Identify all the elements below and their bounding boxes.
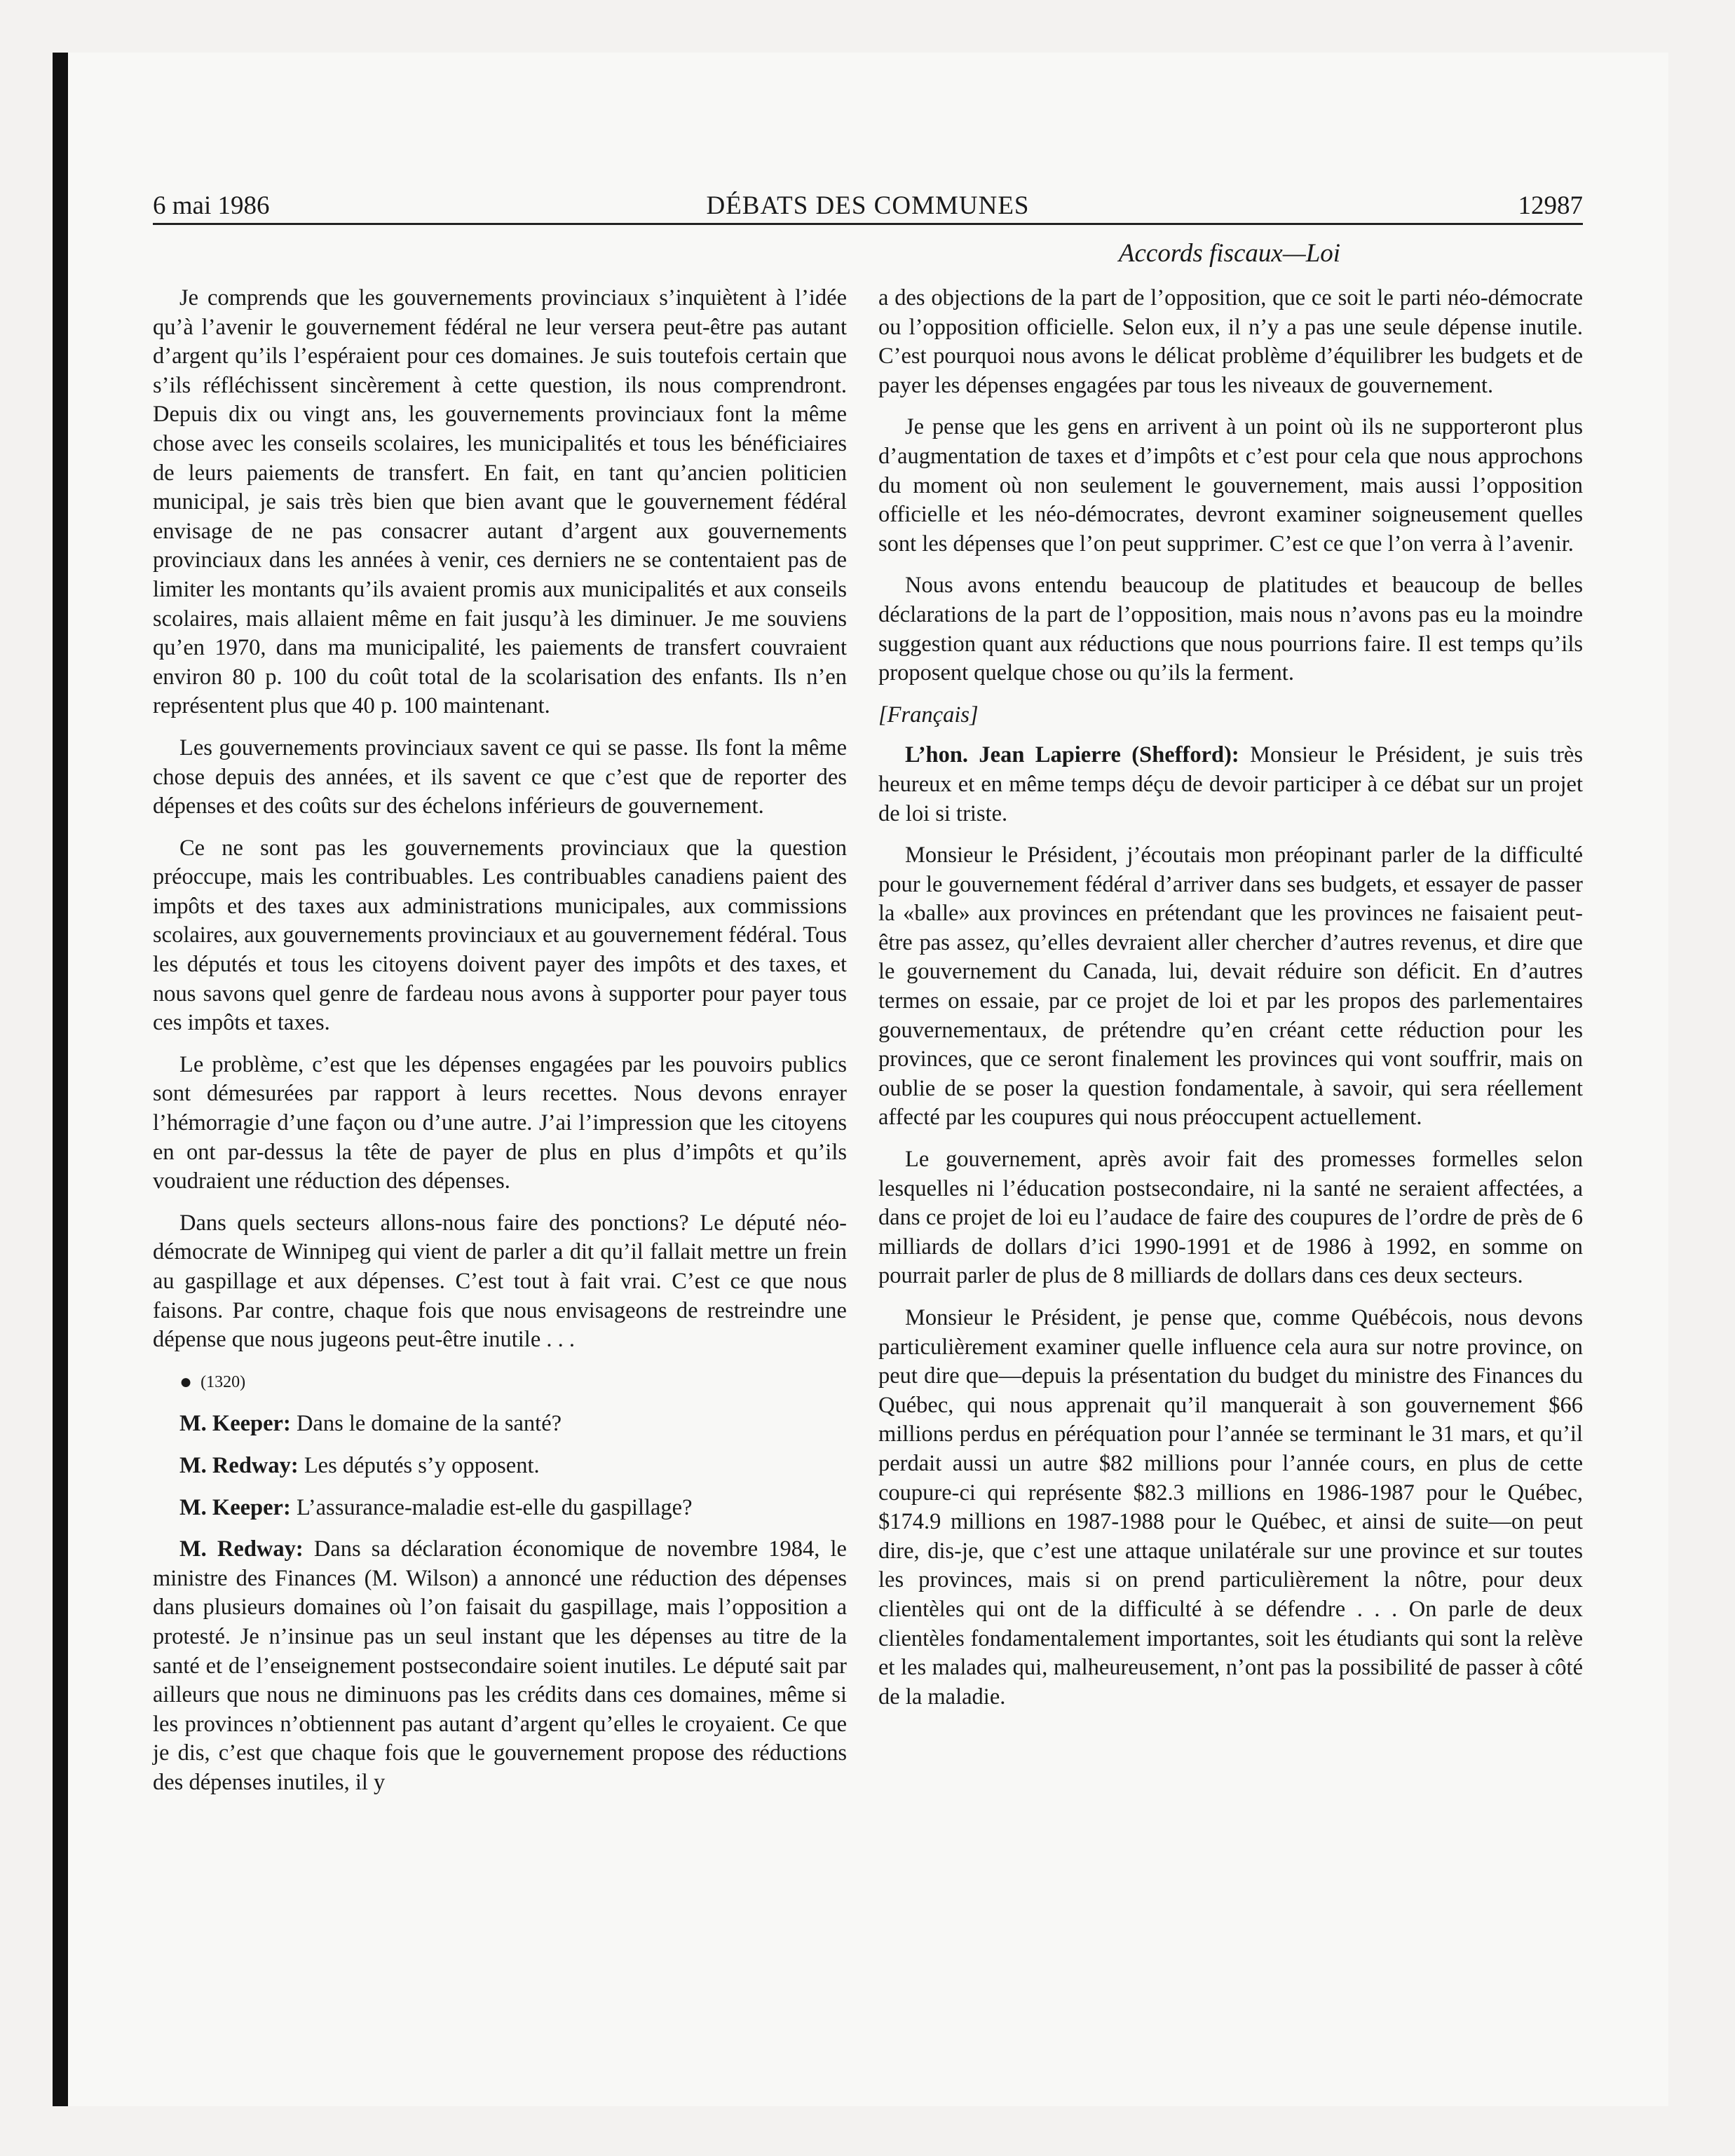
paragraph: Nous avons entendu beaucoup de platitudes et beaucoup de belles déclarations de la part de l’opposition, mais nous n’avons pas eu la moindre suggestion quant aux réductions que nous pourrions faire. Il est temps qu’ils proposent quelque chose ou qu’ils la ferment. [878, 573, 1583, 686]
speaker-name: M. Keeper: [179, 1411, 291, 1437]
speech-text: Dans sa déclaration économique de novembre 1984, le ministre des Finances (M. Wilson) a annoncé une réduction des dépenses dans plusieurs domaines où l’on faisait du gaspillage, mais l’opposition a protesté. Je n’insinue pas un seul instant que les dépenses au titre de la santé et de l’enseignement postsecondaire soient inutiles. Le député sait par ailleurs que nous ne diminuons pas les crédits dans ces domaines, même si les provinces n’obtiennent pas autant d’argent qu’elles le croyaient. Ce que je dis, c’est que chaque fois que le gouvernement propose des réductions des dépenses inutiles, il y [153, 1536, 847, 1795]
language-tag: [Français] [878, 702, 979, 728]
header-title: DÉBATS DES COMMUNES [706, 191, 1030, 220]
paragraph: Monsieur le Président, je pense que, comme Québécois, nous devons particulièrement examiner quelle influence cela aura sur notre province, on peut dire que—depuis la présentation du budget du ministre des Finances du Québec, qui nous apprenait qu’il manquerait à son gouvernement $66 millions perdus en péréquation pour l’année se terminant le 31 mars, et qu’il perdait aussi un autre $82 millions pour l’année cours, en plus de cette coupure-ci qui représente $82.3 millions en 1986-1987 pour le Québec, $174.9 millions en 1987-1988 pour le Québec, et ainsi de suite—on peut dire, dis-je, que c’est une attaque unilatérale sur une province et sur toutes les provinces, mais si on prend particulièrement la nôtre, pour deux clientèles qui ont de la difficulté à se défendre . . . On parle de deux clientèles fondamentalement importantes, soit les étudiants qui sont la relève et les malades qui, malheureusement, n’ont pas la possibilité de passer à côté de la maladie. [878, 1305, 1583, 1710]
speech [153, 1410, 847, 1439]
paragraph: Le problème, c’est que les dépenses engagées par les pouvoirs publics sont démesurées par rapport à leurs recettes. Nous devons enrayer l’hémorragie d’une façon ou d’une autre. J’ai l’impression que les citoyens en ont par-dessus la tête de payer de plus en plus d’impôts et qu’ils voudraient une réduction des dépenses. [153, 1051, 847, 1194]
speech-text: Les députés s’y opposent. [298, 1452, 540, 1478]
header-rule [153, 223, 1583, 225]
speech [153, 1535, 847, 1797]
time-marker [153, 1367, 847, 1398]
paragraph: Monsieur le Président, j’écoutais mon préopinant parler de la difficulté pour le gouvernement fédéral d’arriver dans ses budgets, et essayer de passer la «balle» aux provinces en prétendant que les provinces ne faisaient peut-être pas assez, qu’elles devraient aller chercher d’autres revenus, et dire que le gouvernement du Canada, lui, devait réduire son déficit. En d’autres termes on essaie, par ce projet de loi et par les propos des parlementaires gouvernementaux, de prétendre qu’en créant cette réduction pour les provinces, que ce seront finalement les provinces qui vont souffrir, mais on oublie de se poser la question fondamentale, à savoir, qui sera réellement affecté par les coupures qui nous préoccupent actuellement. [878, 842, 1583, 1131]
time-marker-text: (1320) [200, 1372, 246, 1391]
speech-text: Monsieur le Président, je suis très heureux et en même temps déçu de devoir participer à ce débat sur un projet de loi si triste. [878, 742, 1584, 826]
page-header [153, 191, 1583, 226]
paragraph: Dans quels secteurs allons-nous faire des ponctions? Le député néo-démocrate de Winnipeg qui vient de parler a dit qu’il fallait mettre un frein au gaspillage et aux dépenses. C’est tout à fait vrai. C’est ce que nous faisons. Par contre, chaque fois que nous envisageons de restreindre une dépense que nous jugeons peut-être inutile . . . [153, 1210, 847, 1353]
left-column [153, 284, 847, 1810]
scan-edge [53, 53, 68, 2106]
paragraph: Ce ne sont pas les gouvernements provinciaux que la question préoccupe, mais les contribuables. Les contribuables canadiens paient des impôts et des taxes aux administrations municipales, aux commissions scolaires, aux gouvernements provinciaux et au gouvernement fédéral. Tous les députés et tous les citoyens doivent payer des impôts et des taxes, et nous savons quel genre de fardeau nous avons à supporter pour payer tous ces impôts et taxes. [153, 835, 847, 1036]
speaker-name: M. Redway: [179, 1452, 299, 1478]
paragraph: Les gouvernements provinciaux savent ce qui se passe. Ils font la même chose depuis des années, et ils savent ce que c’est que de reporter des dépenses et des coûts sur des échelons inférieurs de gouvernement. [153, 735, 847, 819]
speech [878, 741, 1583, 828]
paragraph: Le gouvernement, après avoir fait des promesses formelles selon lesquelles ni l’éducation postsecondaire, ni la santé ne seraient affectées, a dans ce projet de loi eu l’audace de faire des coupures de l’ordre de près de 6 milliards de dollars d’ici 1990-1991 et de 1986 à 1992, en somme on pourrait parler de plus de 8 milliards de dollars dans ces deux secteurs. [878, 1147, 1583, 1289]
right-column [878, 284, 1583, 1724]
speech [153, 1494, 847, 1523]
header-page-number: 12987 [1518, 191, 1583, 220]
speaker-name: L’hon. Jean Lapierre (Shefford): [905, 742, 1239, 768]
bullet-icon: ● [179, 1370, 193, 1393]
header-date: 6 mai 1986 [153, 191, 270, 220]
paragraph: Je pense que les gens en arrivent à un point où ils ne supporteront plus d’augmentation de taxes et d’impôts et c’est pour cela que nous approchons du moment où non seulement le gouvernement, mais aussi l’opposition officielle et les néo-démocrates, devront examiner soigneusement quelles sont les dépenses que l’on peut supprimer. C’est ce que l’on verra à l’avenir. [878, 414, 1583, 557]
speaker-name: M. Redway: [179, 1536, 304, 1562]
paragraph: a des objections de la part de l’opposition, que ce soit le parti néo-démocrate ou l’opposition officielle. Selon eux, il n’y a pas une seule dépense inutile. C’est pourquoi nous avons le délicat problème d’équilibrer les budgets et de payer les dépenses engagées par tous les niveaux de gouvernement. [878, 285, 1583, 398]
paragraph: Je comprends que les gouvernements provinciaux s’inquiètent à l’idée qu’à l’avenir le gouvernement fédéral ne leur versera peut-être pas autant d’argent qu’ils l’espéraient pour ces domaines. Je suis toutefois certain que s’ils réfléchissent sincèrement à cette question, ils nous comprendront. Depuis dix ou vingt ans, les gouvernements provinciaux font la même chose avec les conseils scolaires, les municipalités et tous les bénéficiaires de leurs paiements de transfert. En fait, en tant qu’ancien politicien municipal, je sais très bien que bien avant que le gouvernement fédéral envisage de ne pas consacrer autant d’argent aux gouvernements provinciaux dans les années à venir, ces derniers ne se contentaient pas de limiter les montants qu’ils avaient promis aux municipalités et aux conseils scolaires, mais allaient même en fait jusqu’à les diminuer. Je me souviens qu’en 1970, dans ma municipalité, les paiements de transfert couvraient environ 80 p. 100 du coût total de la scolarisation des enfants. Ils n’en représentent plus que 40 p. 100 maintenant. [153, 285, 847, 719]
speech-text: Dans le domaine de la santé? [290, 1411, 562, 1437]
speech [153, 1452, 847, 1481]
speech-text: L’assurance-maladie est-elle du gaspillage? [290, 1494, 693, 1520]
speaker-name: M. Keeper: [179, 1494, 291, 1520]
section-subtitle: Accords fiscaux—Loi [1118, 239, 1341, 268]
